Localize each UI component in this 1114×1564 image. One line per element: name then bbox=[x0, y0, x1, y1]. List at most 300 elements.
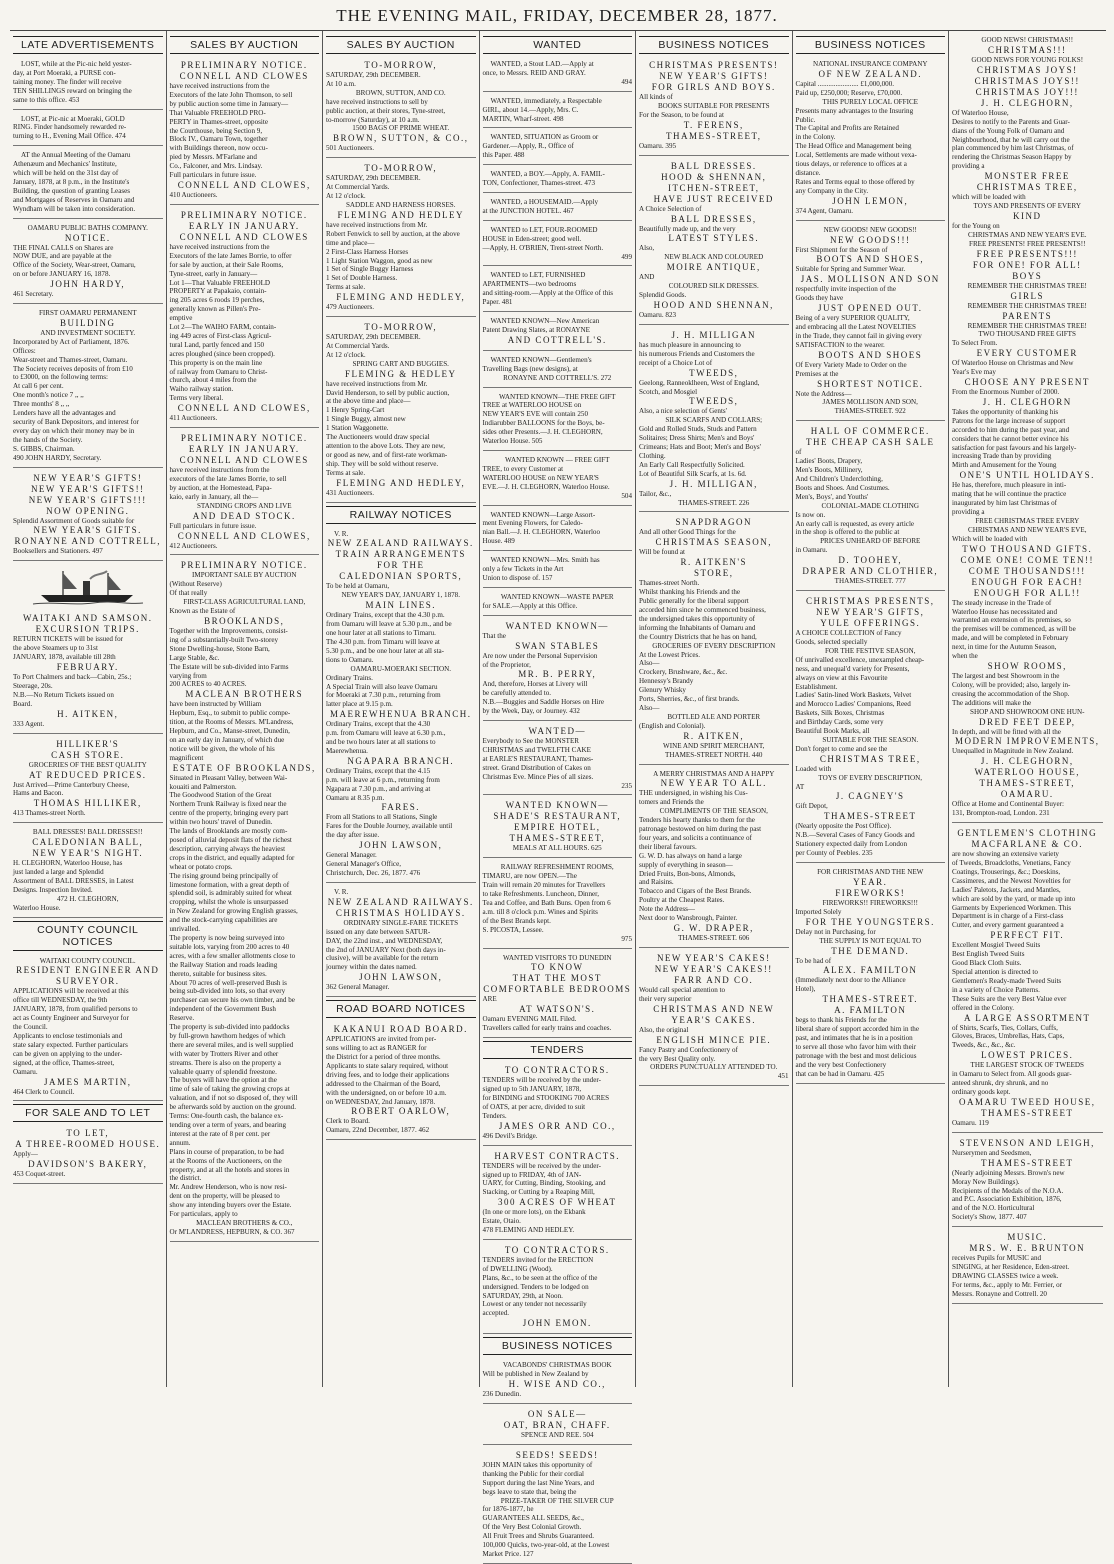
ad-line: latter place at 9.15 p.m. bbox=[326, 700, 393, 709]
ad-line: Messrs. Ronayne and Cottrell. 20 bbox=[952, 1289, 1047, 1298]
newspaper-page bbox=[10, 30, 1106, 1558]
ad-line: To be had of bbox=[795, 956, 832, 965]
ad-line: PRIZE-TAKER OF THE SILVER CUP bbox=[500, 1496, 614, 1505]
ad-line: An early call is requested, as every article bbox=[795, 519, 915, 528]
ad-line: in the shop is offered to the public at bbox=[795, 528, 900, 537]
ad-line: independent of the Government Bush bbox=[169, 1005, 276, 1014]
ad-line: Large Stable, &c. bbox=[169, 653, 220, 662]
ad-line: Estate, Otaio. bbox=[482, 1217, 521, 1226]
ad-line: 412 Auctioneers. bbox=[169, 541, 218, 550]
ad-line: BUILDING bbox=[60, 317, 116, 328]
section-header: BUSINESS NOTICES bbox=[483, 1337, 633, 1355]
ad-line: ITCHEN-STREET, bbox=[667, 182, 760, 193]
ad-line: when the bbox=[952, 652, 978, 661]
ad-line: to take Refreshments. Luncheon, Dinner, bbox=[482, 890, 600, 899]
ad-line: The lands of Brooklands are mostly com- bbox=[169, 827, 288, 836]
ad-line: The Head Office and Management being bbox=[795, 142, 912, 151]
ad-line: MONSTER FREE bbox=[984, 171, 1070, 182]
ad-line: taining money. The finder will receive bbox=[13, 77, 122, 86]
advertisement bbox=[639, 328, 789, 513]
ad-line: with the undersigned, on or before 10 a.m. bbox=[326, 1088, 447, 1097]
ad-line: G. W. DRAPER, bbox=[673, 923, 754, 933]
ad-line: time and place— bbox=[326, 238, 375, 247]
ad-line: Oamaru. 823 bbox=[639, 310, 677, 319]
ad-line: Hennessy's Brandy bbox=[639, 677, 694, 686]
ad-line: AT REDUCED PRICES. bbox=[28, 769, 147, 780]
ad-line: PARENTS bbox=[1002, 310, 1053, 321]
ad-line: Ladies' Satin-lined Work Baskets, Velvet bbox=[795, 691, 912, 700]
ad-line: of the Proprietor, bbox=[482, 660, 531, 669]
ad-line: splendid soil, is admirably suited for wheat bbox=[169, 889, 292, 898]
ad-line: AT WATSON'S. bbox=[519, 1004, 596, 1015]
ad-line: Terms very liberal. bbox=[169, 394, 224, 403]
ad-line: Beautiful Book Marks, all bbox=[795, 727, 870, 736]
ad-line: RAILWAY REFRESHMENT ROOMS, bbox=[500, 863, 614, 872]
ad-line: Of the Very Best Colonial Growth. bbox=[482, 1523, 582, 1532]
ad-line: 235 bbox=[621, 781, 632, 790]
ad-line: MACLEAN BROTHERS & CO., bbox=[196, 1218, 293, 1227]
ad-line: THAMES-STREET. 922 bbox=[834, 407, 906, 416]
ad-line: Christchurch, Dec. 26, 1877. 476 bbox=[326, 869, 421, 877]
ad-line: Patent Drawing Slates, at RONAYNE bbox=[482, 325, 591, 334]
ad-line: And all other Good Things for the bbox=[639, 528, 736, 537]
ad-line: THAMES-STREET bbox=[981, 1107, 1074, 1118]
ad-line: SATURDAY, 29th DECEMBER. bbox=[326, 71, 421, 79]
ad-line: Assortment of BALL DRESSES, in Latest bbox=[13, 876, 134, 885]
ad-line: BALL DRESSES! BALL DRESSES!! bbox=[32, 828, 143, 837]
ad-line: NEW YEAR'S DAY, JANUARY 1, 1878. bbox=[341, 591, 460, 600]
ad-line: Clerk to Board. bbox=[326, 1117, 370, 1126]
ad-line: security of Bank Depositors, and interest for bbox=[13, 418, 139, 426]
ad-line: ness, and unequal'd variety for Presents, bbox=[795, 664, 910, 673]
section-header: TENDERS bbox=[483, 1041, 633, 1059]
ad-line: for sale by auction, at their Sale Rooms, bbox=[169, 260, 284, 269]
ad-line: Premises at the bbox=[795, 369, 839, 378]
ad-line: suitable lots, varying from 200 acres to 40 bbox=[169, 942, 290, 951]
ad-line: COLONIAL-MADE CLOTHING bbox=[821, 501, 920, 510]
ad-line: ON SALE— bbox=[527, 1409, 587, 1419]
ad-line: FLEMING & HEDLEY bbox=[345, 368, 457, 379]
ad-line: streams. There is also on the property a bbox=[169, 1058, 281, 1067]
ad-line: patronage with the best and most delicious bbox=[795, 1051, 917, 1060]
ad-line: PRELIMINARY NOTICE. bbox=[180, 209, 308, 220]
ad-line: TO KNOW bbox=[530, 962, 584, 973]
ad-line: AND DEAD STOCK. bbox=[192, 510, 296, 521]
ad-line: church, about 4 miles from the bbox=[169, 376, 257, 385]
ad-line: The 4.30 p.m. from Timaru will leave at bbox=[326, 637, 440, 646]
ad-line: Just Arrived—Prime Canterbury Cheese, bbox=[13, 780, 130, 789]
ad-line: TWEEDS, bbox=[689, 367, 739, 378]
ad-line: PROPERTY at Papakaio, contain- bbox=[169, 287, 267, 296]
ad-line: MODERN IMPROVEMENTS, bbox=[954, 736, 1100, 747]
ad-line: The rising ground being principally of bbox=[169, 871, 279, 880]
ad-line: V. R. bbox=[334, 887, 349, 896]
ad-line: in New Zealand for growing English grasses, bbox=[169, 907, 298, 916]
ad-line: nian Ball.—J. H. CLEGHORN, Waterloo bbox=[482, 528, 601, 537]
advertisement bbox=[483, 58, 633, 92]
ad-line: FOR GIRLS AND BOYS. bbox=[651, 82, 776, 92]
ad-line: Market Price. 127 bbox=[482, 1549, 534, 1558]
ad-line: have received instructions from the bbox=[169, 242, 270, 251]
advertisement bbox=[796, 224, 946, 422]
ad-line: 362 General Manager. bbox=[326, 983, 390, 992]
ad-line: EARLY IN JANUARY. bbox=[188, 220, 300, 231]
ad-line: ORDINARY SINGLE-FARE TICKETS bbox=[343, 918, 459, 927]
advertisement bbox=[483, 1243, 633, 1334]
ad-line: The buyers will have the option at the bbox=[169, 1076, 277, 1085]
ad-line: Of Waterloo House, bbox=[952, 108, 1009, 117]
ad-line: 411 Auctioneers. bbox=[169, 414, 218, 423]
ad-line: interest at the rate of 8 per cent. per bbox=[169, 1129, 271, 1138]
ad-line: Of that really bbox=[169, 589, 208, 598]
ad-line: Tenders his hearty thanks to them for the bbox=[639, 816, 755, 825]
ad-line: For terms, &c., apply to Mr. Ferrier, or bbox=[952, 1280, 1063, 1289]
ad-line: SPENCE AND REE. 504 bbox=[520, 1431, 594, 1439]
ad-line: RETURN TICKETS will be issued for bbox=[13, 635, 124, 644]
ad-line: MAIN LINES. bbox=[365, 600, 436, 611]
ad-line: 410 Auctioneers. bbox=[169, 190, 218, 199]
ad-line: OAMARU-MOERAKI SECTION. bbox=[350, 664, 451, 673]
ad-line: Athenæum and Mechanics' Institute, bbox=[13, 160, 117, 169]
section-header: BUSINESS NOTICES bbox=[639, 36, 789, 54]
ad-line: OAMARU. bbox=[1000, 789, 1054, 800]
ad-line: plan commenced by him last Christmas, of bbox=[952, 144, 1074, 153]
ad-line: MAEREWHENUA BRANCH. bbox=[329, 709, 472, 720]
ad-line: SATURDAY, 29th, at Noon. bbox=[482, 1291, 563, 1300]
advertisement bbox=[483, 1407, 633, 1445]
ad-line: Also— bbox=[639, 659, 660, 668]
ad-line: S. PICOSTA, Lessee. bbox=[482, 925, 544, 934]
ad-line: the premises will be commenced, as will be bbox=[952, 625, 1076, 634]
ad-line: T. FERENS, bbox=[683, 119, 744, 130]
ad-line: Office of the Society, Wear-street, Oamaru, bbox=[13, 261, 136, 270]
ad-line: 200 ACRES to 40 ACRES. bbox=[169, 680, 247, 689]
ad-line: 1 Set of Double Harness. bbox=[326, 274, 398, 283]
ad-line: every day on which their money may be in bbox=[13, 426, 135, 435]
ad-line: Gift Depot, bbox=[795, 802, 828, 811]
advertisement bbox=[326, 886, 476, 997]
ad-line: rendering the Christmas Season Happy by bbox=[952, 153, 1072, 162]
ad-line: HOOD & SHENNAN, bbox=[661, 171, 767, 182]
ad-line: Hams and Bacon. bbox=[13, 789, 64, 798]
ad-line: Would call special attention to bbox=[639, 985, 726, 994]
ad-line: H. CLEGHORN, Waterloo House, has bbox=[13, 859, 123, 868]
ad-line: Tyne-street, early in January— bbox=[169, 269, 258, 278]
ad-line: These Suits are the very Best Value ever bbox=[952, 994, 1067, 1003]
ad-line: street. Grand Distribution of Cakes on bbox=[482, 763, 591, 772]
ad-line: JOHN LAWSON, bbox=[359, 840, 443, 851]
ad-line: WANTED KNOWN— bbox=[505, 620, 609, 631]
ad-line: LOST, at Pic-nic at Moeraki, GOLD bbox=[21, 114, 125, 123]
advertisement bbox=[639, 951, 789, 1086]
ad-line: dians of the Young Folk of Oamaru and bbox=[952, 126, 1065, 135]
ad-line: Boots and Shoes. And Costumes. bbox=[795, 483, 890, 492]
ad-line: Maerewhenua. bbox=[326, 746, 368, 755]
ad-line: TENDERS will be received by the under- bbox=[482, 1161, 601, 1170]
ad-line: FLEMING AND HEDLEY, bbox=[336, 477, 466, 488]
ad-line: Lowest or any tender not necessarily bbox=[482, 1300, 587, 1309]
ad-line: Everybody to See the MONSTER bbox=[482, 737, 580, 746]
ad-line: and Raisins. bbox=[639, 878, 674, 887]
advertisement bbox=[483, 1448, 633, 1564]
ad-line: past, and intimates that he is in a position bbox=[795, 1034, 913, 1043]
ad-line: 496 Devil's Bridge. bbox=[482, 1131, 538, 1140]
ad-line: of Tweeds, Broadcloths, Venetians, Fancy bbox=[952, 859, 1071, 868]
ad-line: pied by Messrs. M'Farlane and bbox=[169, 153, 257, 162]
ad-line: STORE, bbox=[693, 568, 734, 579]
ad-line: increasing Trade than by providing bbox=[952, 452, 1052, 461]
ad-line: SATISFACTION to the wearer. bbox=[795, 340, 885, 349]
ad-line: with Buildings thereon, now occu- bbox=[169, 144, 268, 153]
ad-line: 131, Brompton-road, London. 231 bbox=[952, 809, 1050, 818]
ad-line: Year's Eve may bbox=[952, 368, 996, 377]
advertisement bbox=[639, 515, 789, 764]
ad-line: in the Trade, they cannot fail in giving every bbox=[795, 331, 922, 340]
ad-line: ing 205 acres 6 roods 19 perches, bbox=[169, 296, 265, 305]
ad-line: patronage bestowed on him during the past bbox=[639, 825, 762, 834]
ad-line: Situated in Pleasant Valley, between Wai- bbox=[169, 773, 288, 782]
ad-line: SWAN STABLES bbox=[515, 640, 600, 651]
ad-line: LOST, while at the Pic-nic held yester- bbox=[21, 60, 132, 68]
ad-line: Ladies' Paletots, Jackets, and Mantles, bbox=[952, 885, 1061, 894]
ad-line: January, 1878, at 8 p.m., in the Institute's bbox=[13, 177, 130, 186]
ad-line: BOOTS AND SHOES, bbox=[816, 254, 925, 265]
advertisement bbox=[483, 724, 633, 795]
ad-line: A CHOICE COLLECTION of Fancy bbox=[795, 629, 902, 638]
advertisement bbox=[639, 58, 789, 156]
ad-line: REMEMBER THE CHRISTMAS TREE! bbox=[967, 321, 1087, 330]
ad-line: Together with the Improvements, consist- bbox=[169, 626, 288, 635]
ad-line: AND bbox=[639, 273, 655, 282]
ad-line: in the Colony. bbox=[795, 133, 836, 142]
ad-line: Booksellers and Stationers. 497 bbox=[13, 547, 103, 556]
ad-line: He has, therefore, much pleasure in inti- bbox=[952, 481, 1067, 490]
ad-line: on an early day in January, of which due bbox=[169, 735, 285, 744]
ad-line: A MERRY CHRISTMAS AND A HAPPY bbox=[653, 769, 775, 778]
ad-line: the day after issue. bbox=[326, 831, 380, 840]
ad-line: OAMARU TWEED HOUSE, bbox=[958, 1096, 1096, 1107]
ad-line: 451 bbox=[777, 1072, 789, 1081]
ad-line: RONAYNE AND COTTRELL, bbox=[14, 536, 161, 547]
ad-line: From the Enormous Number of 2000. bbox=[952, 388, 1060, 397]
ad-line: CONNELL AND CLOWES, bbox=[177, 179, 311, 190]
ad-line: Designs. Inspection Invited. bbox=[13, 885, 93, 894]
ad-line: The Capital and Profits are Retained bbox=[795, 124, 899, 133]
ad-line: COME ONE! COME TEN!! bbox=[960, 554, 1095, 565]
ad-line: CHRISTMAS JOYS! bbox=[976, 64, 1078, 75]
ad-line: NEW YEAR'S GIFTS, bbox=[816, 607, 925, 618]
ad-line: Splendid Assortment of Goods suitable for bbox=[13, 516, 135, 525]
ad-line: FLEMING AND HEDLEY bbox=[337, 209, 464, 220]
ad-line: thereto, suitable for business sites. bbox=[169, 969, 267, 978]
ad-line: sons willing to act as RANGER for bbox=[326, 1044, 427, 1053]
column-7 bbox=[949, 31, 1106, 1387]
ad-line: FIRST OAMARU PERMANENT bbox=[38, 309, 137, 318]
ad-line: Department is in charge of a First-class bbox=[952, 912, 1064, 921]
column-3 bbox=[323, 31, 480, 1387]
ad-line: (English and Colonial). bbox=[639, 721, 706, 730]
ad-line: NEW YEAR'S CAKES!! bbox=[654, 963, 773, 974]
ad-line: WANTED KNOWN—New American bbox=[490, 317, 600, 326]
ad-line: TO LET, bbox=[66, 1128, 110, 1139]
ad-line: Also, bbox=[639, 244, 655, 253]
ad-line: JAS. MOLLISON AND SON bbox=[800, 274, 940, 285]
ad-line: have received instructions from the bbox=[169, 466, 270, 475]
advertisement bbox=[13, 222, 163, 304]
ad-line: and Morocco Ladies' Companions, Reed bbox=[795, 700, 911, 709]
ad-line: property, and at all the hotels and stores in bbox=[169, 1165, 290, 1174]
ad-line: and Mortgages of Reserves in Oamaru and bbox=[13, 195, 135, 204]
ad-line: acres, with a few smaller allotments close to bbox=[169, 951, 296, 960]
ad-line: the Railway Station and roads leading bbox=[169, 960, 278, 969]
ad-line: 1 Station Waggonette. bbox=[326, 424, 389, 433]
ad-line: DRED FEET DEEP, bbox=[978, 716, 1076, 727]
ad-line: WANTED KNOWN—Mrs. Smith has bbox=[490, 556, 600, 565]
ad-line: same to this office. 453 bbox=[13, 95, 80, 104]
ad-line: FREE CHRISTMAS TREE EVERY bbox=[975, 516, 1080, 525]
ad-line: Public generally for the liberal support bbox=[639, 597, 749, 606]
ad-line: Indiarubber BALLOONS for the Boys, be- bbox=[482, 419, 605, 428]
ad-line: DAY, the 22nd inst., and WEDNESDAY, bbox=[326, 936, 443, 945]
ad-line: N.B.—Several Cases of Fancy Goods and bbox=[795, 831, 915, 840]
ad-line: 464 Clerk to Council. bbox=[13, 1087, 75, 1096]
ad-line: NEW YEAR'S GIFTS! bbox=[33, 472, 143, 483]
ad-line: EVERY CUSTOMER bbox=[976, 348, 1078, 359]
ad-line: tomers and Friends the bbox=[639, 798, 704, 807]
ad-line: Crockery, Brushware, &c., &c. bbox=[639, 668, 728, 677]
ad-line: FREE PRESENTS! FREE PRESENTS!! bbox=[969, 239, 1086, 248]
ad-line: Society's Show, 1877. 407 bbox=[952, 1213, 1027, 1222]
ad-line: signed up to 5th JANUARY, 1878, bbox=[482, 1085, 582, 1094]
ad-line: for BINDING and STOOKING 700 ACRES bbox=[482, 1093, 610, 1102]
ad-line: Solitaires; Dress Shirts; Men's and Boys' bbox=[639, 434, 755, 443]
ad-line: turning to H., Evening Mail Office. 474 bbox=[13, 132, 126, 141]
ad-line: AT bbox=[795, 782, 805, 791]
ad-line: ordinary goods kept. bbox=[952, 1087, 1011, 1096]
ad-line: At Commercial Yards. bbox=[326, 341, 390, 350]
ad-line: 1 Henry Spring-Cart bbox=[326, 406, 385, 415]
ad-line: The largest and best Showroom in the bbox=[952, 671, 1060, 680]
ad-line: TENDERS invited for the ERECTION bbox=[482, 1255, 594, 1264]
ad-line: to-morrow (Saturday), at 10 a.m. bbox=[326, 115, 420, 124]
advertisement bbox=[326, 1022, 476, 1140]
ad-line: tions to Oamaru. bbox=[326, 655, 374, 664]
ad-line: J. H. CLEGHORN, bbox=[980, 756, 1074, 767]
ad-line: D. TOOHEY, bbox=[838, 555, 903, 566]
ad-line: JOHN LAWSON, bbox=[359, 972, 443, 983]
ad-line: MEALS AT ALL HOURS. 625 bbox=[512, 844, 602, 853]
ad-line: Next door to Wansbrough, Painter. bbox=[639, 914, 738, 923]
ad-line: be carefully attended to. bbox=[482, 689, 552, 698]
ad-line: NEW YEAR'S GIFTS. bbox=[33, 525, 142, 536]
ad-line: in Oamaru. bbox=[795, 546, 828, 555]
ad-line: accepted. bbox=[482, 1309, 510, 1318]
ad-line: PERTY in Thames-street, opposite bbox=[169, 117, 268, 126]
ad-line: and P.C. Association Exhibition, 1876, bbox=[952, 1195, 1062, 1204]
ad-line: BALL DRESSES. bbox=[670, 160, 757, 171]
ad-line: emptive bbox=[169, 314, 193, 323]
ad-line: Waterloo House. 505 bbox=[482, 437, 543, 446]
ad-line: considers that he cannot better evince his bbox=[952, 434, 1069, 443]
ad-line: Loaded with bbox=[795, 764, 832, 773]
advertisement bbox=[952, 1136, 1103, 1227]
ad-line: Wear-street and Thames-street, Oamaru. bbox=[13, 355, 128, 364]
ad-line: has much pleasure in announcing to bbox=[639, 340, 741, 349]
advertisement bbox=[483, 196, 633, 221]
ad-line: About 70 acres of well-preserved Bush is bbox=[169, 978, 287, 987]
advertisement bbox=[796, 594, 946, 863]
ad-line: Ngapara at 7.30 p.m., and arriving at bbox=[326, 784, 431, 793]
ad-line: addressed to the Chairman of the Board, bbox=[326, 1079, 441, 1088]
ad-line: Lenders have all the advantages and bbox=[13, 409, 116, 418]
ad-line: their liberal favours. bbox=[639, 842, 697, 851]
ad-line: Oamaru. 119 bbox=[952, 1118, 989, 1127]
ad-line: (Nearly adjoining Messrs. Brown's new bbox=[952, 1168, 1065, 1177]
ad-line: per County of Peebles. 235 bbox=[795, 849, 873, 858]
ad-line: Ordinary Trains, except that the 4.30 p.m. bbox=[326, 611, 445, 620]
ad-line: THE undersigned, in wishing his Cus- bbox=[639, 789, 748, 798]
ad-line: HARVEST CONTRACTS. bbox=[494, 1150, 621, 1161]
ad-line: signed, at the office, Thames-street, bbox=[13, 1058, 115, 1067]
ad-line: of OATS, at per acre, divided to suit bbox=[482, 1102, 586, 1111]
ad-line: 453 Coquet-street. bbox=[13, 1170, 66, 1179]
ad-line: Excellent Mosgiel Tweed Suits bbox=[952, 941, 1041, 950]
advertisement bbox=[483, 269, 633, 312]
advertisement bbox=[483, 131, 633, 165]
ad-line: WANTED KNOWN—Gentlemen's bbox=[490, 355, 592, 364]
advertisement bbox=[483, 224, 633, 267]
ad-line: MACLEAN BROTHERS bbox=[185, 689, 304, 700]
ad-line: CHRISTMAS TREE, bbox=[976, 182, 1078, 193]
ad-line: Also, a nice selection of Gents' bbox=[639, 407, 727, 416]
advertisement bbox=[952, 1230, 1103, 1304]
ad-line: of DWELLING (Wood). bbox=[482, 1264, 553, 1273]
ad-line: to £3000, on the following terms: bbox=[13, 373, 108, 382]
ad-line: STANDING CROPS AND LIVE bbox=[196, 501, 292, 510]
ad-line: Cutter, and every garment guaranteed a bbox=[952, 921, 1064, 930]
ad-line: Note the Address— bbox=[639, 905, 695, 914]
ad-line: The steady increase in the Trade of bbox=[952, 598, 1052, 607]
ad-line: In depth, and will be fitted with all the bbox=[952, 727, 1061, 736]
ad-line: All Fruit Trees and Shrubs Guaranteed. bbox=[482, 1532, 595, 1541]
ad-line: liberal share of support accorded him in the bbox=[795, 1025, 920, 1034]
advertisement bbox=[483, 554, 633, 588]
ad-line: Union to dispose of. 157 bbox=[482, 573, 553, 582]
ad-line: CHRISTMAS PRESENTS, bbox=[805, 596, 935, 607]
ad-line: Known as the Estate of bbox=[169, 607, 236, 616]
ad-line: sides other Presents.—J. H. CLEGHORN, bbox=[482, 428, 603, 437]
ad-line: FARES. bbox=[381, 802, 421, 813]
ad-line: Goods, selected specially bbox=[795, 637, 868, 646]
ad-line: TRAIN ARRANGEMENTS bbox=[335, 549, 466, 560]
column-2 bbox=[167, 31, 324, 1387]
ad-line: providing a bbox=[952, 508, 985, 516]
ad-line: Plans, &c., to be seen at the office of the bbox=[482, 1273, 598, 1282]
ad-line: SINGING, at her Residence, Eden-street. bbox=[952, 1263, 1070, 1272]
ad-line: Splendid Goods. bbox=[639, 291, 687, 300]
ad-line: Desires to notify to the Parents and Guar- bbox=[952, 117, 1070, 126]
ad-line: JOHN EMON. bbox=[522, 1318, 592, 1329]
ad-line: Fares for the Double Journey, available until bbox=[326, 822, 453, 831]
ad-line: ship. They will be sold without reserve. bbox=[326, 459, 439, 468]
column-1 bbox=[10, 31, 167, 1387]
ad-line: 1 Set of Single Buggy Harness bbox=[326, 265, 414, 274]
ad-line: satisfaction for past favours and his largely- bbox=[952, 443, 1077, 452]
ad-line: by auction, at the Homestead, Papa- bbox=[169, 483, 272, 492]
ad-line: of bbox=[795, 448, 802, 457]
advertisement bbox=[796, 58, 946, 221]
ad-line: CHRISTMAS AND NEW YEAR'S EVE. bbox=[967, 230, 1087, 239]
